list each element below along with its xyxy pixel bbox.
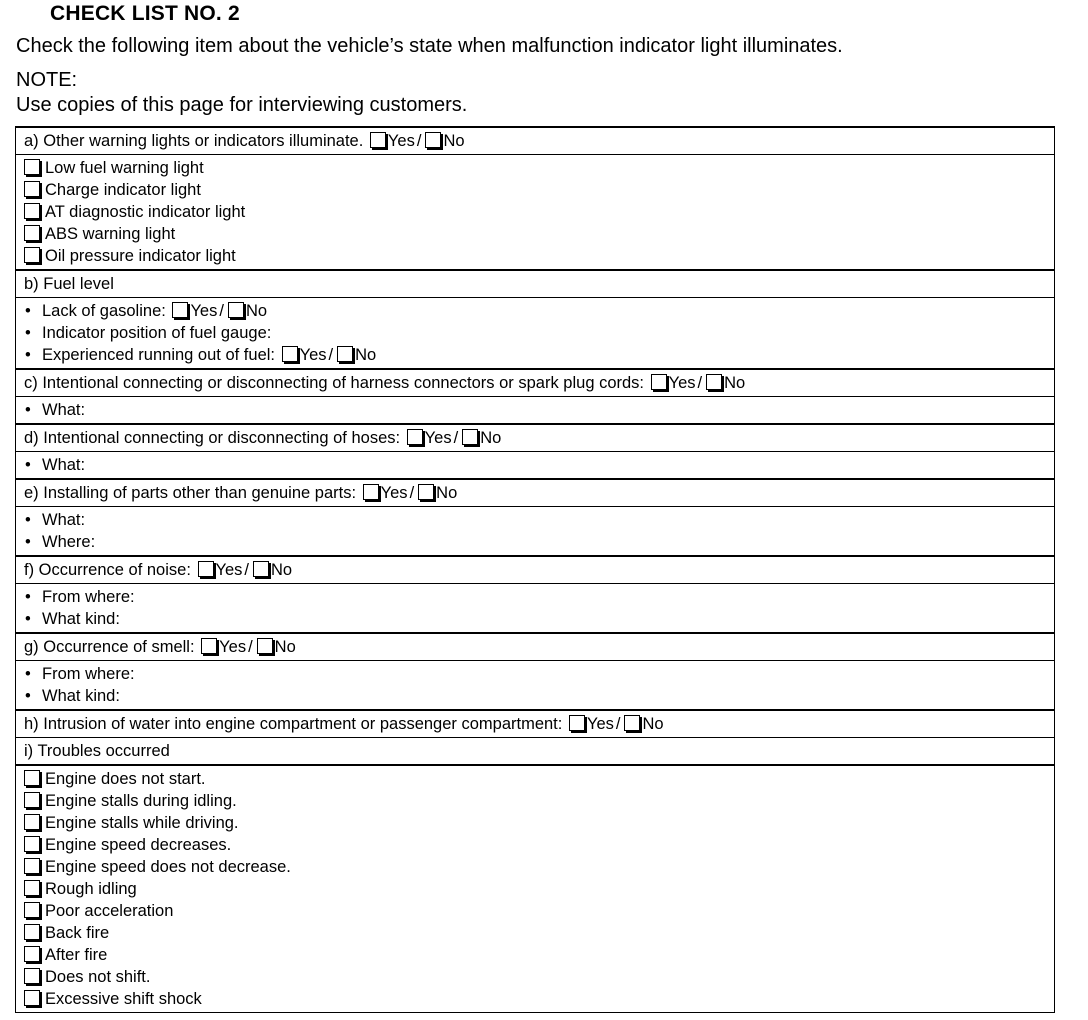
checkbox[interactable] [24,858,40,874]
list-item [24,179,1054,201]
list-item-label: After fire [45,946,108,964]
no-checkbox[interactable] [253,561,269,577]
yes-label: Yes [424,429,452,447]
section-d-title: d) Intentional connecting or disconnecting of hoses: [24,429,401,447]
no-label: No [642,715,664,733]
section-g-header: g) Occurrence of smell: Yes / No [24,638,296,656]
no-label: No [724,374,746,392]
no-checkbox[interactable] [706,374,722,390]
section-a-body [16,154,1054,269]
list-item [24,322,1054,344]
bullet-icon: • [25,665,31,683]
list-item-label: ABS warning light [45,225,176,243]
section-f [16,555,1054,632]
list-item [24,768,1054,790]
list-item-label: Engine stalls during idling. [45,792,237,810]
section-e-body [16,506,1054,555]
list-item-label: Engine does not start. [45,770,206,788]
checkbox[interactable] [24,159,40,175]
list-item [24,663,1054,685]
yes-label: Yes [219,638,247,656]
section-i [16,737,1054,1012]
no-checkbox[interactable] [257,638,273,654]
list-item-label: Back fire [45,924,110,942]
section-h-header: h) Intrusion of water into engine compartment or passenger compartment: Yes / No [24,715,664,733]
checkbox[interactable] [24,792,40,808]
no-checkbox[interactable] [425,132,441,148]
note-label: NOTE: [16,69,78,91]
checkbox[interactable] [24,181,40,197]
section-e-title: e) Installing of parts other than genuine parts: [24,484,357,502]
yes-checkbox[interactable] [363,484,379,500]
list-item [24,245,1054,267]
list-item [24,900,1054,922]
yes-label: Yes [190,302,218,320]
checkbox[interactable] [24,902,40,918]
list-item-label: Engine speed does not decrease. [45,858,291,876]
note-text: Use copies of this page for interviewing customers. [16,94,468,116]
list-item-label: Charge indicator light [45,181,201,199]
bullet-icon: • [25,346,31,364]
list-item [24,988,1054,1010]
list-item [24,531,1054,553]
no-checkbox[interactable] [624,715,640,731]
section-g-title: g) Occurrence of smell: [24,638,195,656]
yes-checkbox[interactable] [282,346,298,362]
section-c-title: c) Intentional connecting or disconnecting of harness connectors or spark plug cords: [24,374,645,392]
list-item [24,878,1054,900]
no-label: No [355,346,377,364]
bullet-icon: • [25,588,31,606]
list-item [24,812,1054,834]
list-item [24,790,1054,812]
list-item-label: Engine stalls while driving. [45,814,239,832]
section-i-body [16,764,1054,1012]
yes-checkbox[interactable] [370,132,386,148]
bullet-icon: • [25,610,31,628]
yes-label: Yes [215,561,243,579]
yes-label: Yes [586,715,614,733]
section-c [16,368,1054,423]
section-d-body [16,451,1054,478]
list-item-label: AT diagnostic indicator light [45,203,246,221]
list-item [24,201,1054,223]
list-item-label: What: [42,401,86,419]
list-item [24,454,1054,476]
checkbox[interactable] [24,225,40,241]
checkbox[interactable] [24,968,40,984]
section-f-body [16,583,1054,632]
bullet-icon: • [25,687,31,705]
section-i-header: i) Troubles occurred [24,742,170,760]
list-item: • Lack of gasoline: Yes / No [25,302,268,320]
checkbox[interactable] [24,924,40,940]
checkbox[interactable] [24,814,40,830]
list-item-label: Experienced running out of fuel: [42,346,275,364]
list-item-label: From where: [42,665,135,683]
list-item [24,856,1054,878]
no-label: No [245,302,268,320]
bullet-icon: • [25,533,31,551]
section-h [16,709,1054,737]
section-b-header: b) Fuel level [24,275,114,293]
no-label: No [443,132,465,150]
list-item-label: Does not shift. [45,968,151,986]
checkbox[interactable] [24,770,40,786]
section-f-title: f) Occurrence of noise: [24,561,191,579]
checkbox[interactable] [24,990,40,1006]
list-item-label: Indicator position of fuel gauge: [42,324,272,342]
list-item [24,223,1054,245]
list-item-label: Engine speed decreases. [45,836,232,854]
section-a [16,126,1054,269]
list-item-label: What kind: [42,687,120,705]
list-item [24,922,1054,944]
intro-text: Check the following item about the vehicle’s state when malfunction indicator light illuminates. [16,35,843,57]
list-item-label: What kind: [42,610,120,628]
yes-checkbox[interactable] [172,302,188,318]
section-g-body [16,660,1054,709]
page-title: CHECK LIST NO. 2 [50,2,240,25]
list-item: • Experienced running out of fuel: Yes / No [25,346,377,364]
no-checkbox[interactable] [228,302,244,318]
no-label: No [436,484,458,502]
section-e [16,478,1054,555]
checklist-form [15,126,1055,1013]
yes-checkbox[interactable] [198,561,214,577]
section-f-header: f) Occurrence of noise: Yes / No [24,561,293,579]
yes-label: Yes [380,484,408,502]
checkbox[interactable] [24,247,40,263]
section-b [16,269,1054,368]
list-item [24,966,1054,988]
bullet-icon: • [25,401,31,419]
list-item-label: Rough idling [45,880,137,898]
no-label: No [271,561,293,579]
no-checkbox[interactable] [337,346,353,362]
no-checkbox[interactable] [462,429,478,445]
list-item-label: Oil pressure indicator light [45,247,236,265]
yes-label: Yes [387,132,415,150]
list-item [24,944,1054,966]
list-item [24,608,1054,630]
section-g [16,632,1054,709]
list-item-label: Excessive shift shock [45,990,202,1008]
list-item-label: Low fuel warning light [45,159,204,177]
section-b-body [16,297,1054,368]
bullet-icon: • [25,302,31,320]
bullet-icon: • [25,324,31,342]
yes-label: Yes [299,346,327,364]
section-h-title: h) Intrusion of water into engine compartment or passenger compartment: [24,715,563,733]
section-d-header: d) Intentional connecting or disconnecting of hoses: Yes / No [24,429,502,447]
no-label: No [480,429,502,447]
bullet-icon: • [25,511,31,529]
section-c-body [16,396,1054,423]
list-item [24,399,1054,421]
yes-label: Yes [668,374,696,392]
list-item-label: What: [42,456,86,474]
list-item [24,509,1054,531]
list-item-label: Where: [42,533,96,551]
list-item-label: Poor acceleration [45,902,174,920]
no-label: No [274,638,296,656]
list-item [24,157,1054,179]
no-checkbox[interactable] [418,484,434,500]
list-item [24,685,1054,707]
checkbox[interactable] [24,203,40,219]
list-item [24,834,1054,856]
bullet-icon: • [25,456,31,474]
section-a-header: a) Other warning lights or indicators illuminate. Yes / No [24,132,465,150]
list-item [24,586,1054,608]
list-item-label: From where: [42,588,135,606]
list-item-label: What: [42,511,86,529]
yes-checkbox[interactable] [569,715,585,731]
yes-checkbox[interactable] [407,429,423,445]
section-d [16,423,1054,478]
yes-checkbox[interactable] [201,638,217,654]
section-e-header: e) Installing of parts other than genuine parts: Yes / No [24,484,458,502]
checkbox[interactable] [24,836,40,852]
yes-checkbox[interactable] [651,374,667,390]
section-a-title: a) Other warning lights or indicators illuminate. [24,132,364,150]
list-item-label: Lack of gasoline: [42,302,166,320]
checkbox[interactable] [24,880,40,896]
section-c-header: c) Intentional connecting or disconnecting of harness connectors or spark plug cords: Yes / No [24,374,746,392]
checkbox[interactable] [24,946,40,962]
